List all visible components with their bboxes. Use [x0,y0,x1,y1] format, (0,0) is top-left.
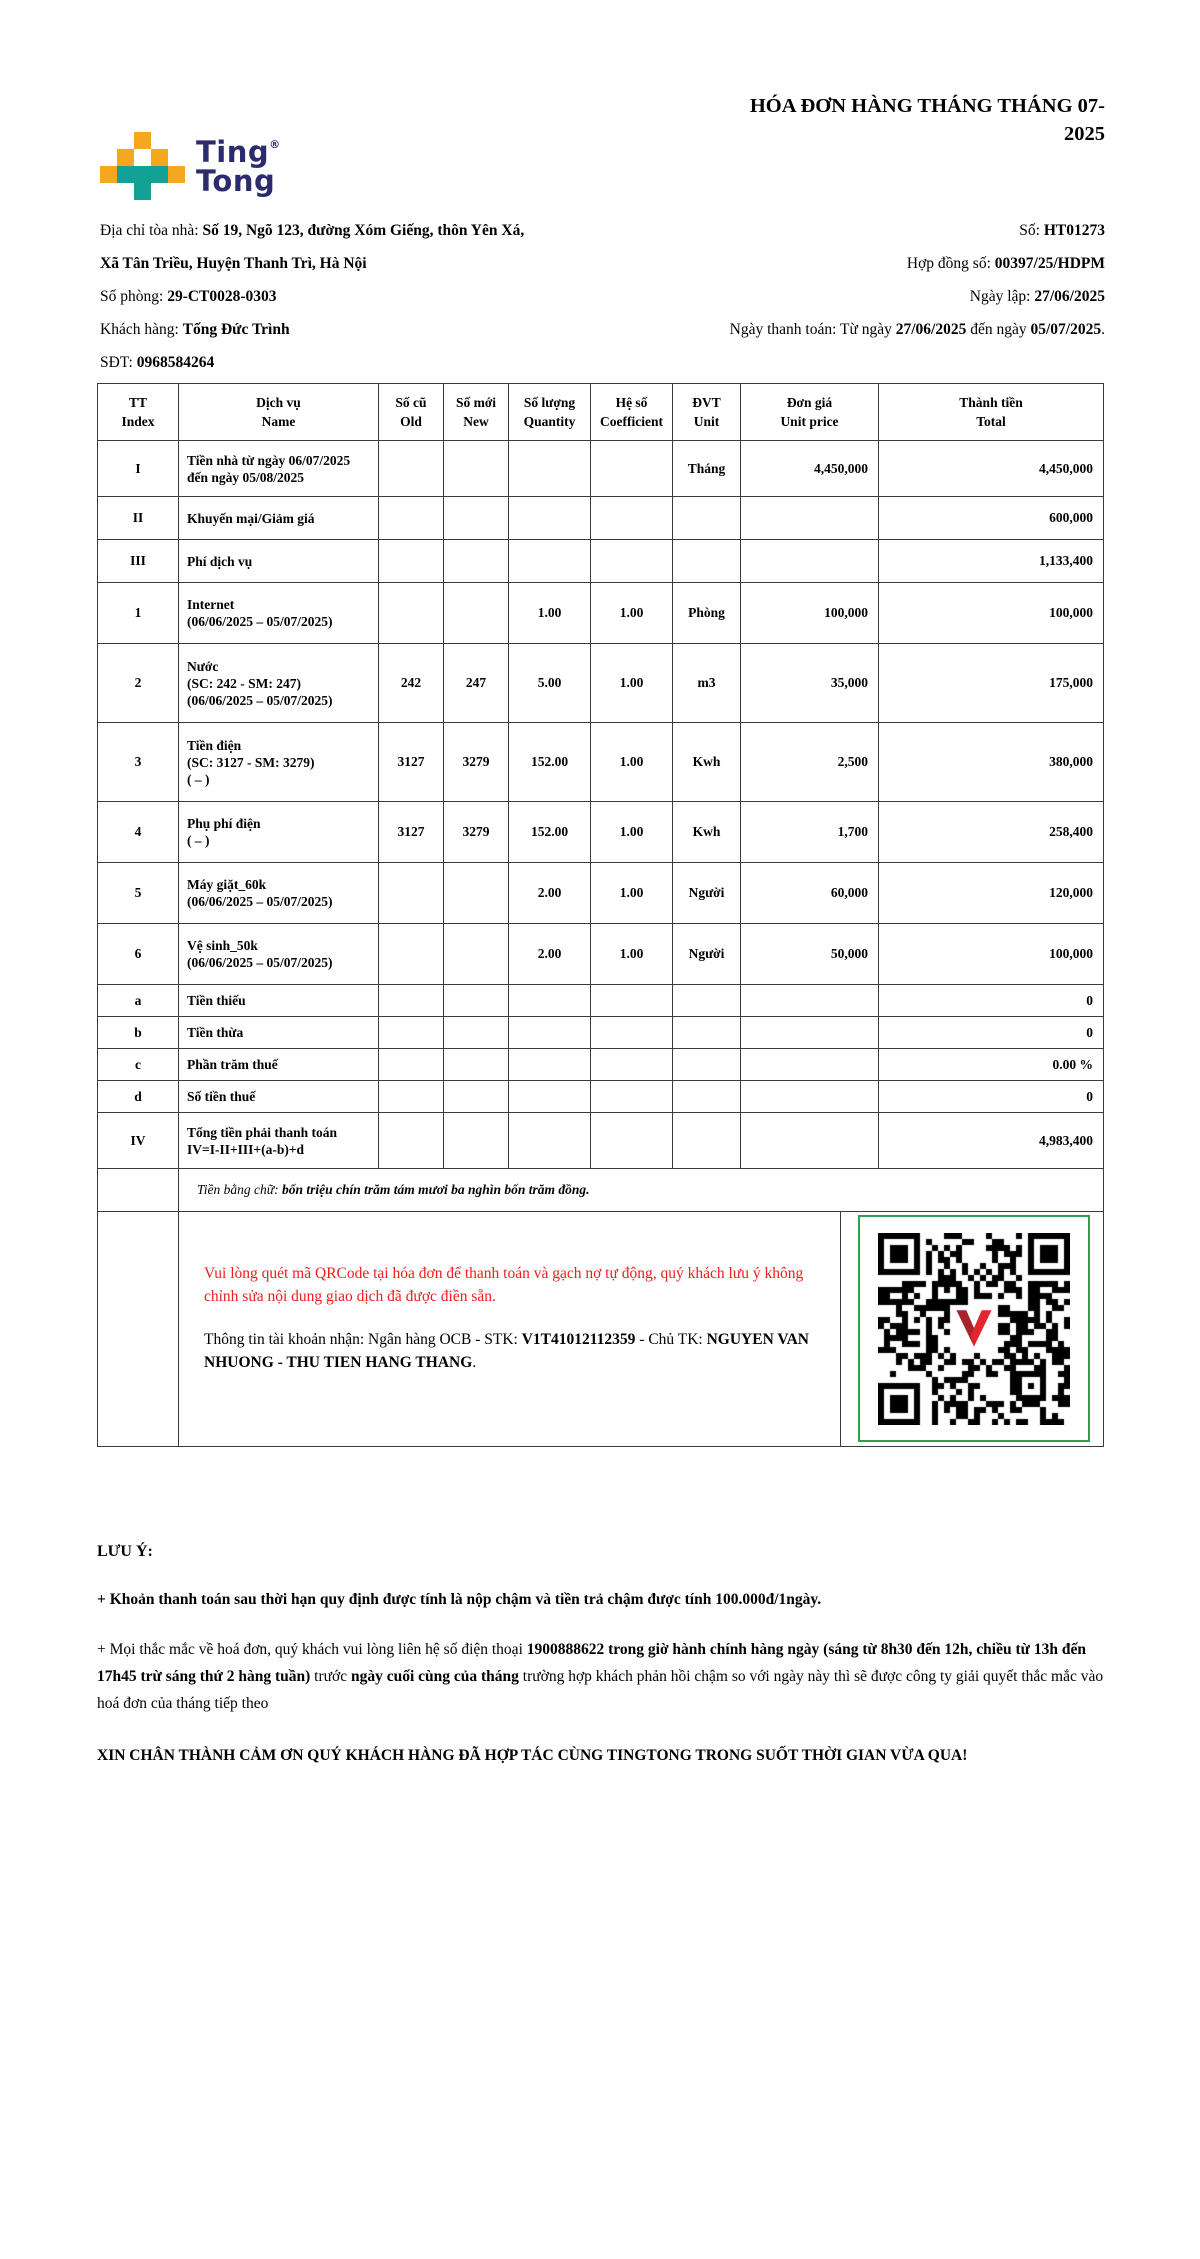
cell-unit-price [741,1049,879,1081]
cell-name: Vệ sinh_50k (06/06/2025 – 05/07/2025) [179,924,379,985]
cell-coefficient: 1.00 [591,863,673,924]
cell-unit [673,1017,741,1049]
cell-new [444,1081,509,1113]
cell-index: I [98,441,179,497]
payment-qr-code [858,1215,1090,1442]
cell-coefficient [591,1049,673,1081]
info-left-text: Khách hàng: Tống Đức Trình [100,321,290,338]
info-row [100,346,1105,379]
table-row [98,497,1104,540]
cell-unit-price: 4,450,000 [741,441,879,497]
cell-new [444,924,509,985]
cell-coefficient [591,497,673,540]
empty-cell [98,1212,179,1447]
cell-unit-price: 100,000 [741,583,879,644]
receiving-account-info: Thông tin tài khoản nhận: Ngân hàng OCB - STK: V1T41012112359 - Chủ TK: NGUYEN VAN NHUONG - THU TIEN HANG THANG. [204,1331,809,1371]
cell-new [444,1113,509,1169]
cell-coefficient [591,1081,673,1113]
cell-quantity: 152.00 [509,723,591,802]
invoice-info [100,214,1105,379]
cell-new [444,583,509,644]
cell-name: Máy giặt_60k (06/06/2025 – 05/07/2025) [179,863,379,924]
cell-new [444,497,509,540]
cell-coefficient: 1.00 [591,924,673,985]
cell-old [379,497,444,540]
charges-table [97,383,1104,1447]
logo-pixel [134,183,151,200]
cell-quantity: 2.00 [509,924,591,985]
late-payment-note: + Khoản thanh toán sau thời hạn quy định được tính là nộp chậm và tiền trả chậm được tính 100.000đ/1ngày. [97,1591,822,1608]
cell-total: 0 [879,1017,1104,1049]
info-right-text: Ngày lập: 27/06/2025 [969,288,1105,305]
cell-quantity [509,540,591,583]
cell-coefficient: 1.00 [591,644,673,723]
cell-unit-price: 35,000 [741,644,879,723]
cell-index: II [98,497,179,540]
empty-cell [98,1169,179,1212]
info-row [100,247,1105,280]
info-row [100,313,1105,346]
cell-quantity [509,1017,591,1049]
cell-old [379,441,444,497]
hotline-note: + Mọi thắc mắc về hoá đơn, quý khách vui lòng liên hệ số điện thoại 1900888622 trong giờ hành chính hàng ngày (sáng từ 8h30 đến 12h, chiều từ 13h đến 17h45 trừ sáng thứ 2 hàng tuần) trước ngày cuối cùng của tháng trường hợp khách phản hồi chậm so với ngày này thì sẽ được công ty giải quyết thắc mắc vào hoá đơn của tháng tiếp theo [97,1641,1104,1712]
cell-coefficient [591,1017,673,1049]
thank-you-message: XIN CHÂN THÀNH CẢM ƠN QUÝ KHÁCH HÀNG ĐÃ HỢP TÁC CÙNG TINGTONG TRONG SUỐT THỜI GIAN VỪA QUA! [97,1747,968,1764]
cell-old [379,1113,444,1169]
info-left-text: Xã Tân Triều, Huyện Thanh Trì, Hà Nội [100,255,367,272]
cell-unit-price: 60,000 [741,863,879,924]
logo-pixel [168,166,185,183]
table-row [98,1113,1104,1169]
cell-quantity: 5.00 [509,644,591,723]
cell-index: b [98,1017,179,1049]
logo-pixel [100,166,117,183]
cell-coefficient: 1.00 [591,583,673,644]
info-row [100,280,1105,313]
notes-title: LƯU Ý: [97,1543,153,1560]
cell-old [379,863,444,924]
info-right-text: Số: HT01273 [1019,222,1105,239]
col-header-quantity: Số lượng Quantity [509,384,591,441]
payment-note [204,1262,809,1374]
cell-unit-price [741,1017,879,1049]
vietqr-v-icon [952,1309,996,1349]
logo-pixel [151,149,168,166]
cell-index: III [98,540,179,583]
logo-pixel [117,166,168,183]
col-header-total: Thành tiền Total [879,384,1104,441]
payment-cell [179,1212,1104,1447]
cell-unit-price: 1,700 [741,802,879,863]
cell-name: Tiền điện (SC: 3127 - SM: 3279) ( – ) [179,723,379,802]
logo-pixel [134,132,151,149]
cell-index: IV [98,1113,179,1169]
table-row [98,441,1104,497]
cell-unit: m3 [673,644,741,723]
cell-unit [673,1113,741,1169]
cell-total: 100,000 [879,583,1104,644]
cell-unit-price [741,540,879,583]
cell-unit: Kwh [673,723,741,802]
cell-new [444,1017,509,1049]
table-row [98,802,1104,863]
col-header-index: TT Index [98,384,179,441]
cell-name: Nước (SC: 242 - SM: 247) (06/06/2025 – 05/07/2025) [179,644,379,723]
cell-new [444,985,509,1017]
cell-new [444,540,509,583]
cell-total: 4,983,400 [879,1113,1104,1169]
cell-coefficient [591,441,673,497]
table-row [98,1081,1104,1113]
cell-index: 4 [98,802,179,863]
cell-quantity: 1.00 [509,583,591,644]
cell-coefficient [591,540,673,583]
cell-old [379,1017,444,1049]
cell-old [379,583,444,644]
cell-unit: Tháng [673,441,741,497]
cell-name: Tiền nhà từ ngày 06/07/2025 đến ngày 05/08/2025 [179,441,379,497]
cell-unit-price [741,1081,879,1113]
cell-unit [673,1081,741,1113]
table-row [98,1049,1104,1081]
cell-divider [840,1212,841,1446]
cell-name: Phí dịch vụ [179,540,379,583]
cell-old [379,1081,444,1113]
cell-quantity: 2.00 [509,863,591,924]
cell-new: 247 [444,644,509,723]
info-left-text: Địa chỉ tòa nhà: Số 19, Ngõ 123, đường Xóm Giếng, thôn Yên Xá, [100,222,525,239]
cell-index: 5 [98,863,179,924]
info-right-text: Ngày thanh toán: Từ ngày 27/06/2025 đến ngày 05/07/2025. [729,321,1105,338]
cell-quantity [509,985,591,1017]
table-row [98,985,1104,1017]
cell-index: c [98,1049,179,1081]
col-header-coefficient: Hệ số Coefficient [591,384,673,441]
cell-index: d [98,1081,179,1113]
cell-name: Số tiền thuế [179,1081,379,1113]
cell-total: 0.00 % [879,1049,1104,1081]
cell-quantity: 152.00 [509,802,591,863]
cell-index: 2 [98,644,179,723]
cell-old [379,985,444,1017]
cell-coefficient [591,1113,673,1169]
cell-old: 3127 [379,723,444,802]
cell-total: 120,000 [879,863,1104,924]
cell-coefficient: 1.00 [591,802,673,863]
cell-quantity [509,441,591,497]
tingtong-logo-icon [100,132,185,200]
cell-old [379,924,444,985]
payment-qr-row [98,1212,1104,1447]
col-header-unit-price: Đơn giá Unit price [741,384,879,441]
cell-name: Internet (06/06/2025 – 05/07/2025) [179,583,379,644]
col-header-unit: ĐVT Unit [673,384,741,441]
cell-old [379,540,444,583]
invoice-title: HÓA ĐƠN HÀNG THÁNG THÁNG 07- 2025 [749,95,1105,145]
cell-unit-price: 50,000 [741,924,879,985]
amount-in-words-row [98,1169,1104,1212]
cell-quantity [509,1049,591,1081]
cell-quantity [509,1081,591,1113]
logo-pixel [117,149,134,166]
cell-total: 0 [879,1081,1104,1113]
cell-unit [673,1049,741,1081]
cell-unit-price [741,985,879,1017]
table-row [98,924,1104,985]
tingtong-logo-text: Ting® Tong [196,135,281,198]
cell-unit: Kwh [673,802,741,863]
cell-unit: Người [673,924,741,985]
table-row [98,540,1104,583]
cell-unit-price [741,497,879,540]
cell-new [444,863,509,924]
table-row [98,1017,1104,1049]
cell-unit: Người [673,863,741,924]
cell-index: 6 [98,924,179,985]
col-header-name: Dịch vụ Name [179,384,379,441]
cell-index: a [98,985,179,1017]
info-row [100,214,1105,247]
cell-new [444,441,509,497]
cell-total: 1,133,400 [879,540,1104,583]
qr-payment-warning: Vui lòng quét mã QRCode tại hóa đơn để thanh toán và gạch nợ tự động, quý khách lưu ý không chỉnh sửa nội dung giao dịch đã được điền sẵn. [204,1265,804,1305]
table-row [98,863,1104,924]
cell-name: Tiền thiếu [179,985,379,1017]
cell-unit: Phòng [673,583,741,644]
registered-mark-icon: ® [269,138,281,151]
cell-coefficient [591,985,673,1017]
info-right-text: Hợp đồng số: 00397/25/HDPM [906,255,1105,272]
cell-unit [673,540,741,583]
cell-index: 1 [98,583,179,644]
cell-total: 175,000 [879,644,1104,723]
col-header-new: Số mới New [444,384,509,441]
cell-total: 258,400 [879,802,1104,863]
amount-in-words: Tiền bằng chữ: bốn triệu chín trăm tám mươi ba nghìn bốn trăm đồng. [179,1169,1104,1212]
cell-new: 3279 [444,802,509,863]
cell-coefficient: 1.00 [591,723,673,802]
cell-old [379,1049,444,1081]
cell-new: 3279 [444,723,509,802]
cell-old: 3127 [379,802,444,863]
cell-name: Phần trăm thuế [179,1049,379,1081]
cell-new [444,1049,509,1081]
cell-total: 4,450,000 [879,441,1104,497]
cell-total: 380,000 [879,723,1104,802]
cell-name: Tiền thừa [179,1017,379,1049]
table-row [98,644,1104,723]
cell-name: Tổng tiền phải thanh toán IV=I-II+III+(a-b)+d [179,1113,379,1169]
table-row [98,583,1104,644]
cell-quantity [509,497,591,540]
cell-name: Khuyến mại/Giảm giá [179,497,379,540]
cell-unit-price [741,1113,879,1169]
cell-name: Phụ phí điện ( – ) [179,802,379,863]
cell-index: 3 [98,723,179,802]
cell-unit [673,985,741,1017]
cell-unit-price: 2,500 [741,723,879,802]
cell-total: 100,000 [879,924,1104,985]
cell-quantity [509,1113,591,1169]
col-header-old: Số cũ Old [379,384,444,441]
info-left-text: Số phòng: 29-CT0028-0303 [100,288,277,305]
info-left-text: SĐT: 0968584264 [100,354,215,371]
cell-total: 600,000 [879,497,1104,540]
cell-old: 242 [379,644,444,723]
cell-total: 0 [879,985,1104,1017]
table-row [98,723,1104,802]
cell-unit [673,497,741,540]
